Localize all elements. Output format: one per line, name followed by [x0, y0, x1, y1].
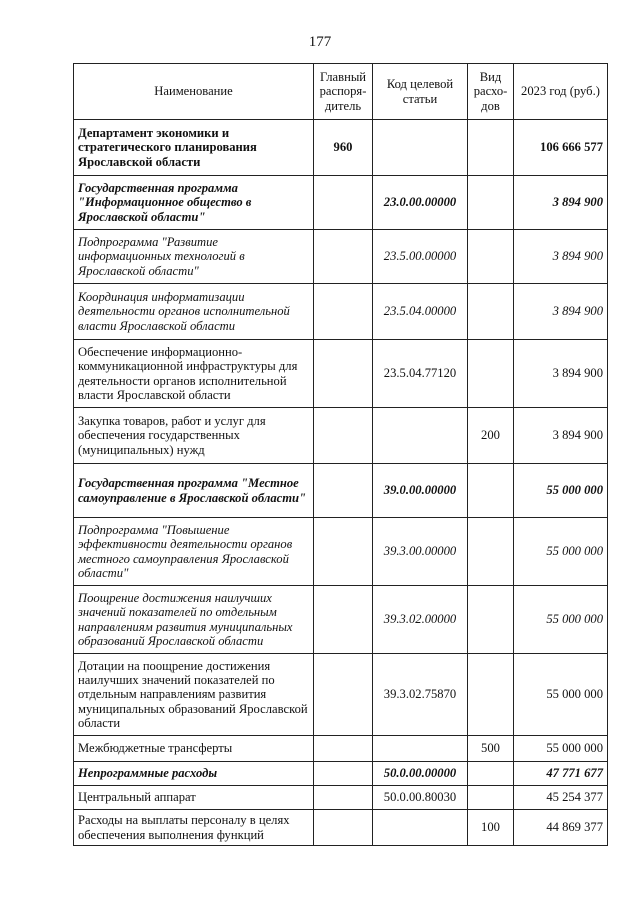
cell-chief-administrator [314, 586, 373, 654]
cell-expense-type [468, 518, 514, 586]
cell-amount-2023: 3 894 900 [514, 408, 608, 464]
cell-expense-type [468, 586, 514, 654]
cell-target-code: 23.5.04.00000 [373, 284, 468, 340]
cell-name: Поощрение достижения наилучших значений показателей по отдельным направлениям развития муниципальных образований Ярославской области [74, 586, 314, 654]
table-row [74, 786, 608, 810]
cell-chief-administrator [314, 518, 373, 586]
cell-amount-2023: 44 869 377 [514, 810, 608, 846]
cell-name: Координация информатизации деятельности органов исполнительной власти Ярославской области [74, 284, 314, 340]
cell-target-code: 50.0.00.80030 [373, 786, 468, 810]
cell-chief-administrator [314, 176, 373, 230]
cell-name: Государственная программа "Информационное общество в Ярославской области" [74, 176, 314, 230]
cell-expense-type [468, 284, 514, 340]
cell-target-code: 23.5.04.77120 [373, 340, 468, 408]
cell-name: Государственная программа "Местное самоуправление в Ярославской области" [74, 464, 314, 518]
header-chief-administrator: Главный распоря-дитель [314, 64, 373, 120]
table-row [74, 284, 608, 340]
cell-expense-type [468, 762, 514, 786]
table-row [74, 464, 608, 518]
cell-amount-2023: 55 000 000 [514, 736, 608, 762]
cell-amount-2023: 55 000 000 [514, 464, 608, 518]
table-row [74, 586, 608, 654]
header-expense-type: Вид расхо-дов [468, 64, 514, 120]
cell-chief-administrator [314, 464, 373, 518]
table-row [74, 120, 608, 176]
cell-name: Межбюджетные трансферты [74, 736, 314, 762]
cell-chief-administrator [314, 340, 373, 408]
cell-amount-2023: 55 000 000 [514, 654, 608, 736]
header-name: Наименование [74, 64, 314, 120]
cell-target-code: 39.3.02.00000 [373, 586, 468, 654]
cell-expense-type [468, 120, 514, 176]
table-header-row [74, 64, 608, 120]
cell-target-code [373, 810, 468, 846]
cell-amount-2023: 3 894 900 [514, 340, 608, 408]
cell-target-code: 50.0.00.00000 [373, 762, 468, 786]
cell-expense-type [468, 340, 514, 408]
cell-target-code: 23.0.00.00000 [373, 176, 468, 230]
cell-amount-2023: 55 000 000 [514, 586, 608, 654]
table-body [74, 120, 608, 846]
cell-name: Расходы на выплаты персоналу в целях обеспечения выполнения функций [74, 810, 314, 846]
cell-name: Подпрограмма "Повышение эффективности деятельности органов местного самоуправления Ярославской области" [74, 518, 314, 586]
table-row [74, 408, 608, 464]
cell-expense-type [468, 464, 514, 518]
cell-amount-2023: 3 894 900 [514, 284, 608, 340]
cell-name: Закупка товаров, работ и услуг для обеспечения государственных (муниципальных) нужд [74, 408, 314, 464]
cell-name: Подпрограмма "Развитие информационных технологий в Ярославской области" [74, 230, 314, 284]
table-row [74, 340, 608, 408]
table-row [74, 230, 608, 284]
cell-amount-2023: 106 666 577 [514, 120, 608, 176]
cell-chief-administrator [314, 810, 373, 846]
cell-amount-2023: 55 000 000 [514, 518, 608, 586]
cell-target-code [373, 408, 468, 464]
cell-target-code: 39.0.00.00000 [373, 464, 468, 518]
cell-target-code: 23.5.00.00000 [373, 230, 468, 284]
budget-table [73, 63, 608, 846]
table-row [74, 736, 608, 762]
header-amount-2023: 2023 год (руб.) [514, 64, 608, 120]
cell-chief-administrator [314, 230, 373, 284]
page-number: 177 [308, 34, 332, 50]
cell-expense-type: 500 [468, 736, 514, 762]
cell-chief-administrator [314, 284, 373, 340]
header-target-code: Код целевой статьи [373, 64, 468, 120]
cell-expense-type [468, 654, 514, 736]
cell-name: Обеспечение информационно-коммуникационной инфраструктуры для деятельности органов исполнительной власти Ярославской области [74, 340, 314, 408]
cell-target-code: 39.3.00.00000 [373, 518, 468, 586]
cell-name: Департамент экономики и стратегического планирования Ярославской области [74, 120, 314, 176]
cell-chief-administrator: 960 [314, 120, 373, 176]
table-row [74, 176, 608, 230]
cell-expense-type [468, 230, 514, 284]
cell-target-code [373, 736, 468, 762]
table-row [74, 810, 608, 846]
cell-expense-type: 100 [468, 810, 514, 846]
cell-amount-2023: 3 894 900 [514, 176, 608, 230]
cell-name: Непрограммные расходы [74, 762, 314, 786]
cell-chief-administrator [314, 408, 373, 464]
table-row [74, 518, 608, 586]
cell-expense-type [468, 786, 514, 810]
cell-expense-type [468, 176, 514, 230]
cell-amount-2023: 45 254 377 [514, 786, 608, 810]
cell-target-code [373, 120, 468, 176]
cell-chief-administrator [314, 762, 373, 786]
cell-name: Дотации на поощрение достижения наилучших значений показателей по отдельным направлениям развития муниципальных образований Ярославской области [74, 654, 314, 736]
cell-chief-administrator [314, 786, 373, 810]
cell-name: Центральный аппарат [74, 786, 314, 810]
table-row [74, 762, 608, 786]
cell-chief-administrator [314, 736, 373, 762]
cell-expense-type: 200 [468, 408, 514, 464]
cell-chief-administrator [314, 654, 373, 736]
cell-amount-2023: 3 894 900 [514, 230, 608, 284]
cell-target-code: 39.3.02.75870 [373, 654, 468, 736]
cell-amount-2023: 47 771 677 [514, 762, 608, 786]
table-row [74, 654, 608, 736]
